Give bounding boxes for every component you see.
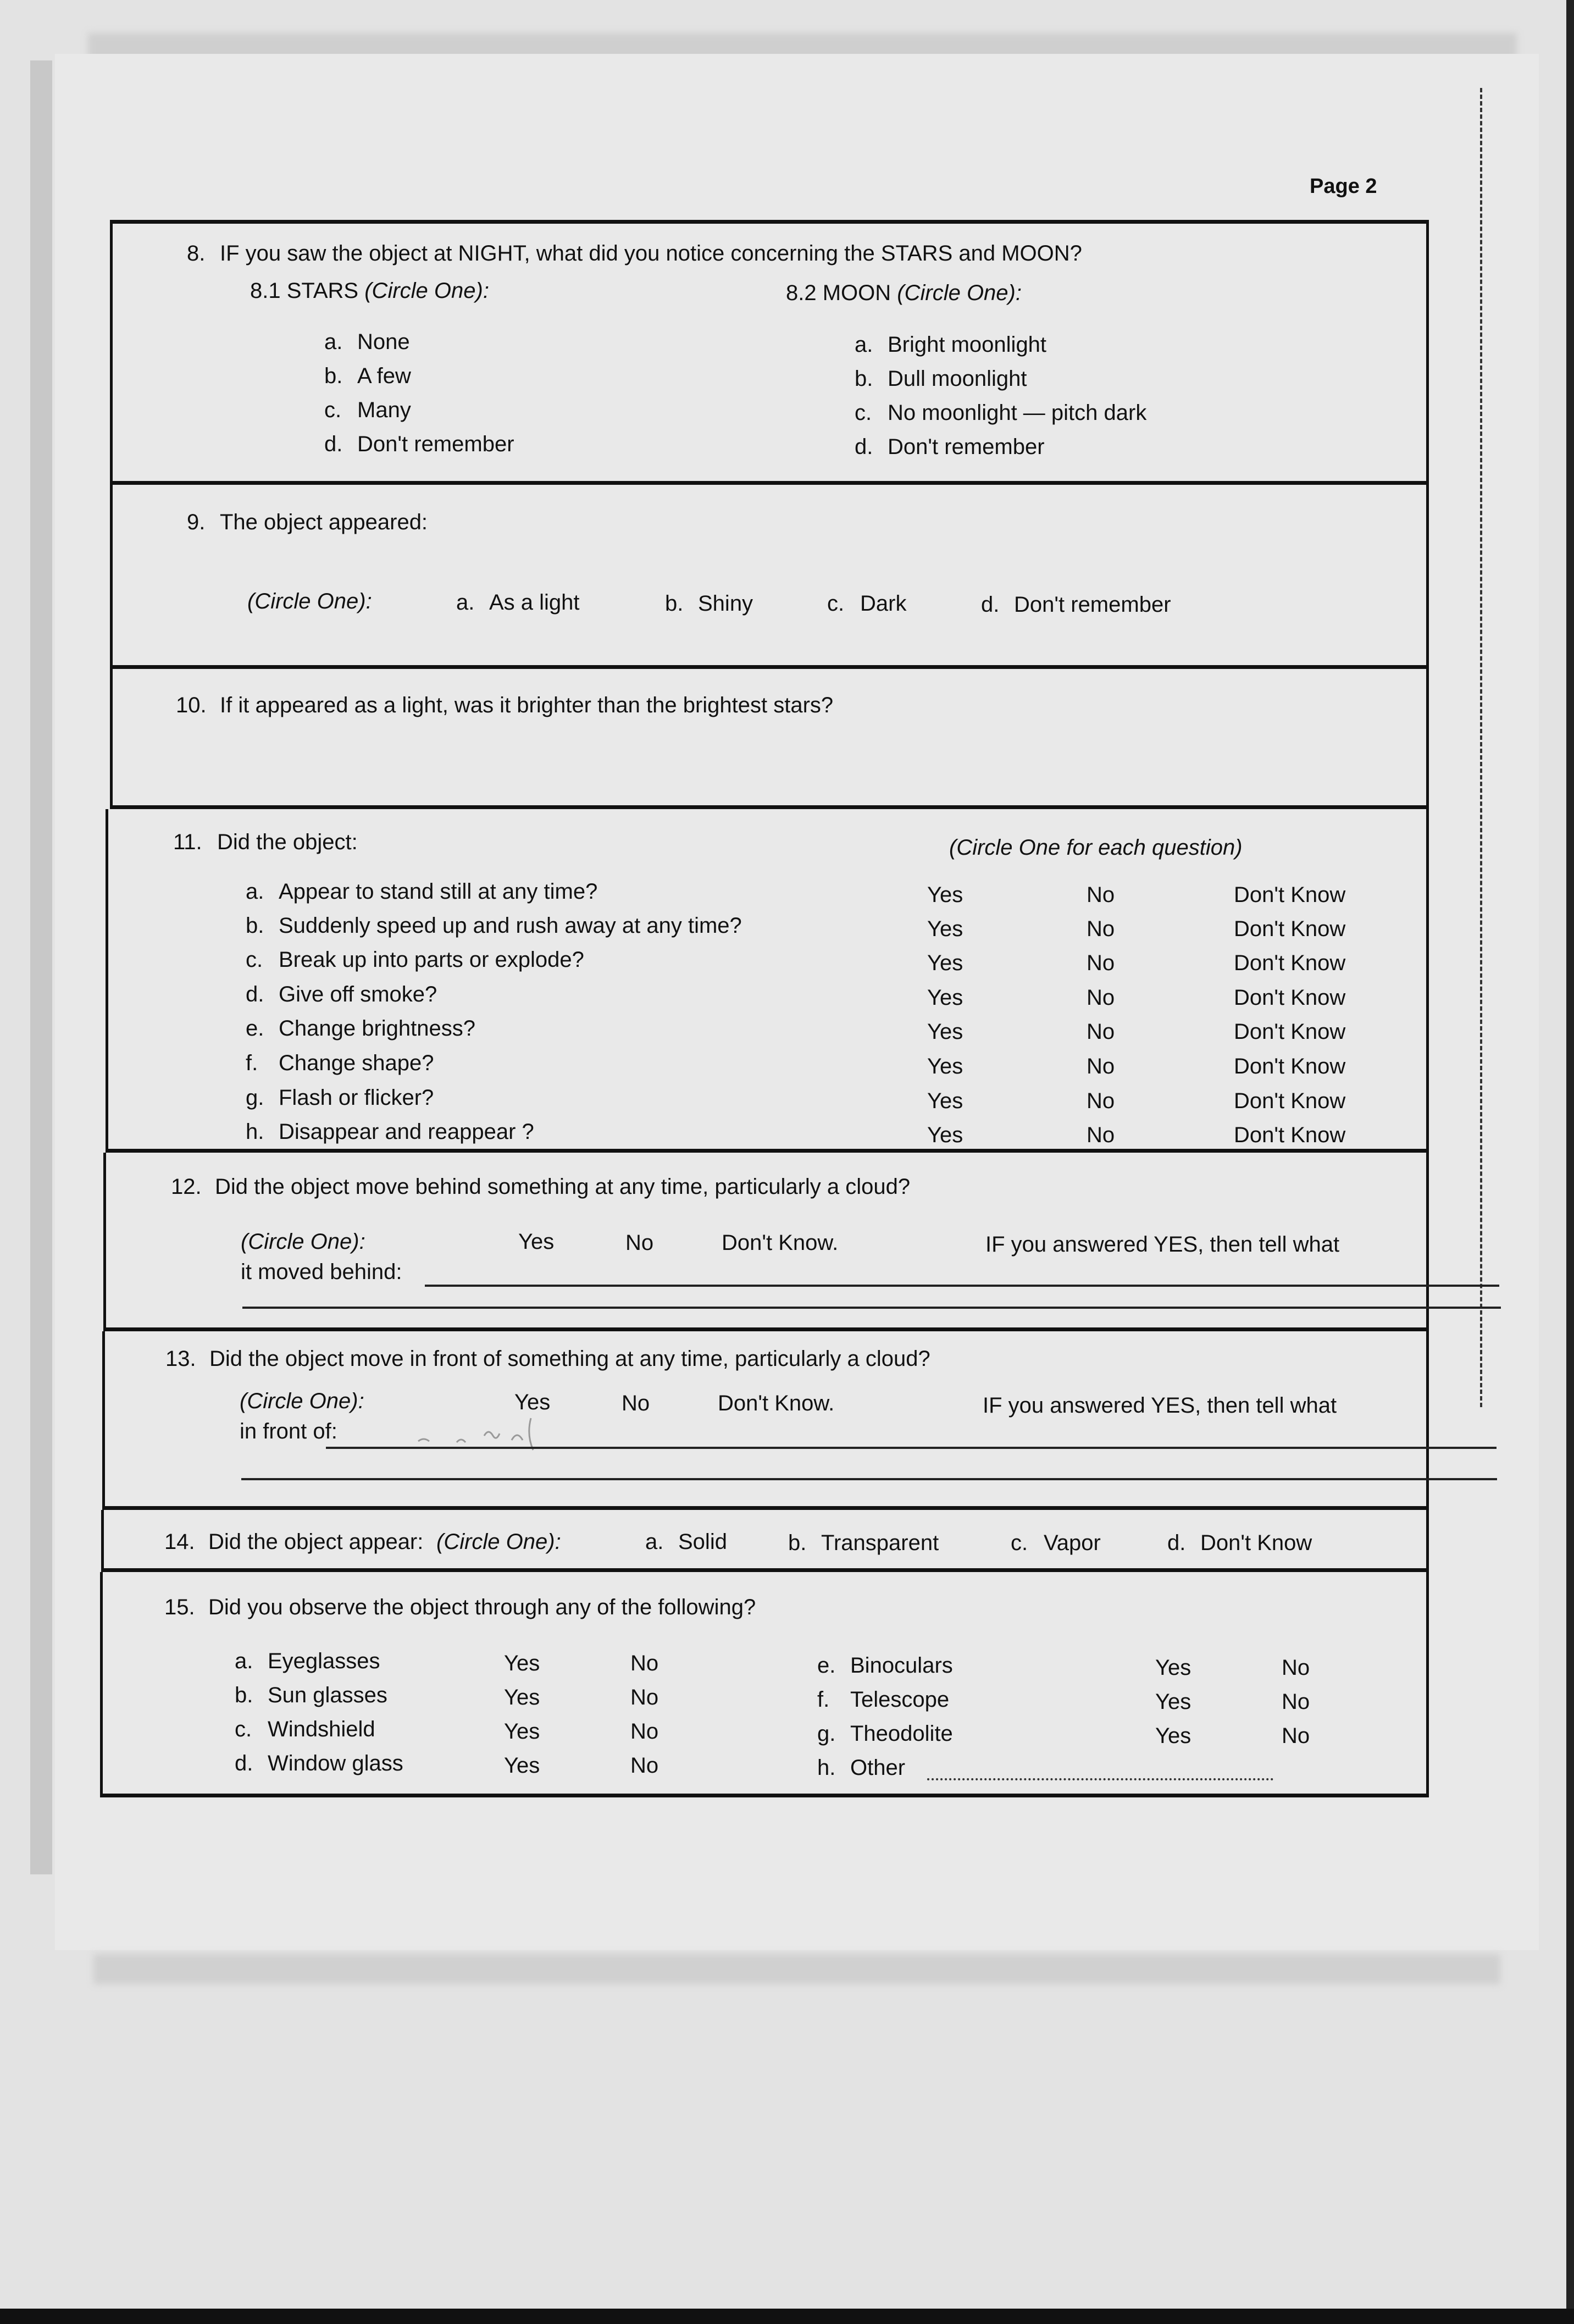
item-text: Telescope — [850, 1687, 950, 1712]
consistency-option-b[interactable]: b. Transparent — [788, 1531, 939, 1555]
moon-option-c[interactable]: c. No moonlight — pitch dark — [855, 401, 1147, 425]
q11-answer-no[interactable]: No — [1087, 917, 1115, 941]
question-11-section — [106, 809, 1429, 1153]
question-number: 9. — [187, 510, 206, 534]
q15-answer-no[interactable]: No — [630, 1651, 659, 1675]
question-13 — [165, 1347, 930, 1371]
moon-subquestion — [786, 281, 1022, 306]
q11-answer-no[interactable]: No — [1087, 1123, 1115, 1147]
q15-answer-no[interactable]: No — [630, 1685, 659, 1709]
question-text: Did the object: — [217, 830, 358, 854]
item-text: Other — [850, 1756, 906, 1780]
q11-item-label: f. Change shape? — [246, 1051, 434, 1075]
q15-answer-no[interactable]: No — [1282, 1724, 1310, 1748]
stars-option-b[interactable]: b. A few — [324, 364, 411, 388]
q15-answer-no[interactable]: No — [630, 1753, 659, 1778]
q11-answer-yes[interactable]: Yes — [927, 917, 963, 941]
question-text: If it appeared as a light, was it brighter than the brightest stars? — [220, 693, 834, 717]
q11-item-label: g. Flash or flicker? — [246, 1086, 434, 1110]
q11-item-label: b. Suddenly speed up and rush away at any time? — [246, 914, 742, 938]
question-text: The object appeared: — [220, 510, 428, 534]
question-number: 15. — [164, 1595, 195, 1619]
moved-behind-answer-line-2[interactable] — [242, 1307, 1501, 1309]
question-number: 12. — [171, 1175, 202, 1199]
appearance-option-d[interactable]: d. Don't remember — [981, 593, 1171, 617]
q11-answer-dont-know[interactable]: Don't Know — [1234, 1089, 1346, 1113]
question-number: 8. — [187, 241, 206, 265]
q15-answer-yes[interactable]: Yes — [504, 1719, 540, 1744]
item-text: Theodolite — [850, 1722, 953, 1746]
item-letter: h. — [817, 1756, 836, 1780]
question-number: 10. — [176, 693, 207, 717]
q11-answer-no[interactable]: No — [1087, 883, 1115, 907]
item-letter: d. — [235, 1751, 253, 1775]
q11-item-label: e. Change brightness? — [246, 1016, 476, 1041]
question-12 — [171, 1175, 910, 1199]
question-10 — [176, 693, 833, 718]
circle-one-instruction: (Circle One): — [247, 589, 372, 613]
question-8-section — [110, 220, 1429, 485]
q15-answer-yes[interactable]: Yes — [1155, 1724, 1191, 1748]
circle-one-instruction: (Circle One): — [897, 281, 1022, 305]
q11-answer-yes[interactable]: Yes — [927, 1020, 963, 1044]
q15-answer-yes[interactable]: Yes — [504, 1685, 540, 1709]
circle-one-instruction: (Circle One): — [436, 1530, 561, 1554]
q11-answer-yes[interactable]: Yes — [927, 986, 963, 1010]
q15-item-label — [817, 1653, 953, 1678]
moved-behind-answer-line[interactable] — [425, 1285, 1499, 1287]
moon-option-a[interactable]: a. Bright moonlight — [855, 333, 1047, 357]
q11-answer-dont-know[interactable]: Don't Know — [1234, 917, 1346, 941]
q15-item-label — [817, 1722, 953, 1746]
item-letter: b. — [235, 1683, 253, 1707]
item-letter: a. — [235, 1649, 253, 1673]
q15-item-label — [817, 1687, 949, 1712]
other-answer-line[interactable] — [927, 1778, 1273, 1780]
q11-answer-yes[interactable]: Yes — [927, 1054, 963, 1078]
front-answer-yes[interactable]: Yes — [514, 1390, 551, 1414]
item-letter: e. — [817, 1653, 836, 1678]
moon-option-d[interactable]: d. Don't remember — [855, 435, 1045, 459]
front-field-label: in front of: — [240, 1419, 337, 1443]
moon-label: 8.2 MOON — [786, 281, 891, 305]
circle-one-instruction: (Circle One): — [241, 1230, 365, 1254]
question-9-section — [110, 485, 1429, 669]
scan-shadow-bottom — [93, 1954, 1500, 1984]
behind-answer-no[interactable]: No — [625, 1231, 654, 1255]
question-14-section — [101, 1510, 1429, 1572]
item-letter: f. — [817, 1687, 830, 1712]
q11-item-label: a. Appear to stand still at any time? — [246, 879, 598, 904]
question-15 — [164, 1595, 756, 1620]
behind-followup-prompt: IF you answered YES, then tell what — [985, 1232, 1340, 1257]
q15-answer-no[interactable]: No — [1282, 1656, 1310, 1680]
question-text: Did the object move in front of something at any time, particularly a cloud? — [209, 1347, 930, 1371]
q11-answer-no[interactable]: No — [1087, 986, 1115, 1010]
stars-label: 8.1 STARS — [250, 279, 359, 303]
question-number: 11. — [173, 830, 202, 854]
q11-answer-no[interactable]: No — [1087, 1020, 1115, 1044]
question-8 — [187, 241, 1082, 266]
stars-option-d[interactable]: d. Don't remember — [324, 432, 514, 456]
question-12-section — [103, 1153, 1429, 1331]
question-14 — [164, 1530, 423, 1554]
front-answer-dont-know[interactable]: Don't Know. — [718, 1391, 835, 1415]
page-number: Page 2 — [1310, 175, 1377, 198]
q11-answer-yes[interactable]: Yes — [927, 1123, 963, 1147]
item-letter: c. — [235, 1717, 252, 1741]
q15-answer-yes[interactable]: Yes — [504, 1651, 540, 1675]
q11-answer-no[interactable]: No — [1087, 1089, 1115, 1113]
q11-answer-yes[interactable]: Yes — [927, 883, 963, 907]
q11-answer-no[interactable]: No — [1087, 951, 1115, 975]
consistency-option-c[interactable]: c. Vapor — [1011, 1531, 1101, 1555]
behind-answer-dont-know[interactable]: Don't Know. — [722, 1231, 839, 1255]
scan-border-right — [1566, 0, 1574, 2324]
question-13-section — [102, 1331, 1429, 1510]
appearance-option-c[interactable]: c. Dark — [827, 591, 907, 616]
appearance-option-a[interactable]: a. As a light — [456, 590, 580, 615]
item-text: Eyeglasses — [268, 1649, 380, 1673]
circle-one-instruction: (Circle One): — [364, 279, 489, 303]
appearance-option-b[interactable]: b. Shiny — [665, 591, 753, 616]
q11-answer-yes[interactable]: Yes — [927, 951, 963, 975]
question-10-section — [110, 669, 1429, 809]
scan-edge-mark — [1480, 88, 1482, 1407]
question-15-section — [100, 1572, 1429, 1797]
q11-item-label: c. Break up into parts or explode? — [246, 948, 584, 972]
item-text: Windshield — [268, 1717, 375, 1741]
circle-one-instruction: (Circle One): — [240, 1389, 364, 1413]
q15-answer-no[interactable]: No — [630, 1719, 659, 1744]
question-number: 13. — [165, 1347, 196, 1371]
circle-one-each-instruction: (Circle One for each question) — [949, 835, 1243, 860]
questionnaire-form — [110, 220, 1429, 1797]
q11-answer-dont-know[interactable]: Don't Know — [1234, 1123, 1346, 1147]
question-text: Did you observe the object through any of the following? — [208, 1595, 756, 1619]
item-text: Sun glasses — [268, 1683, 387, 1707]
stars-subquestion — [250, 279, 489, 303]
moon-option-b[interactable]: b. Dull moonlight — [855, 367, 1027, 391]
question-number: 14. — [164, 1530, 195, 1554]
q15-answer-yes[interactable]: Yes — [504, 1753, 540, 1778]
scan-shadow-left — [30, 60, 52, 1874]
stars-option-a[interactable]: a. None — [324, 330, 410, 354]
q15-item-label — [235, 1751, 403, 1776]
q11-answer-no[interactable]: No — [1087, 1054, 1115, 1078]
stars-option-c[interactable]: c. Many — [324, 398, 411, 422]
q11-answer-dont-know[interactable]: Don't Know — [1234, 1020, 1346, 1044]
item-letter: g. — [817, 1722, 836, 1746]
q15-answer-yes[interactable]: Yes — [1155, 1690, 1191, 1714]
q11-answer-dont-know[interactable]: Don't Know — [1234, 986, 1346, 1010]
q15-item-label — [235, 1717, 375, 1742]
behind-field-label: it moved behind: — [241, 1260, 402, 1284]
q11-item-label: h. Disappear and reappear ? — [246, 1120, 534, 1144]
question-text: Did the object move behind something at any time, particularly a cloud? — [215, 1175, 911, 1199]
q11-answer-yes[interactable]: Yes — [927, 1089, 963, 1113]
q15-answer-yes[interactable]: Yes — [1155, 1656, 1191, 1680]
question-11 — [173, 830, 358, 855]
q11-answer-dont-know[interactable]: Don't Know — [1234, 883, 1346, 907]
question-text: Did the object appear: — [208, 1530, 424, 1554]
consistency-option-a[interactable]: a. Solid — [645, 1530, 727, 1554]
scan-border-bottom — [0, 2309, 1574, 2324]
q11-answer-dont-know[interactable]: Don't Know — [1234, 951, 1346, 975]
front-followup-prompt: IF you answered YES, then tell what — [983, 1393, 1337, 1418]
front-answer-no[interactable]: No — [622, 1391, 650, 1415]
question-9 — [187, 510, 428, 535]
q15-item-label — [235, 1683, 387, 1708]
moved-in-front-answer-line-2[interactable] — [241, 1478, 1497, 1480]
q11-item-label: d. Give off smoke? — [246, 982, 437, 1006]
question-text: IF you saw the object at NIGHT, what did you notice concerning the STARS and MOON? — [220, 241, 1082, 265]
q15-item-label — [235, 1649, 380, 1674]
item-text: Window glass — [268, 1751, 403, 1775]
moved-in-front-answer-line[interactable] — [326, 1447, 1497, 1449]
q11-answer-dont-know[interactable]: Don't Know — [1234, 1054, 1346, 1078]
behind-answer-yes[interactable]: Yes — [518, 1230, 555, 1254]
consistency-option-d[interactable]: d. Don't Know — [1167, 1531, 1312, 1555]
item-text: Binoculars — [850, 1653, 953, 1678]
q15-answer-no[interactable]: No — [1282, 1690, 1310, 1714]
q15-item-label — [817, 1756, 905, 1780]
